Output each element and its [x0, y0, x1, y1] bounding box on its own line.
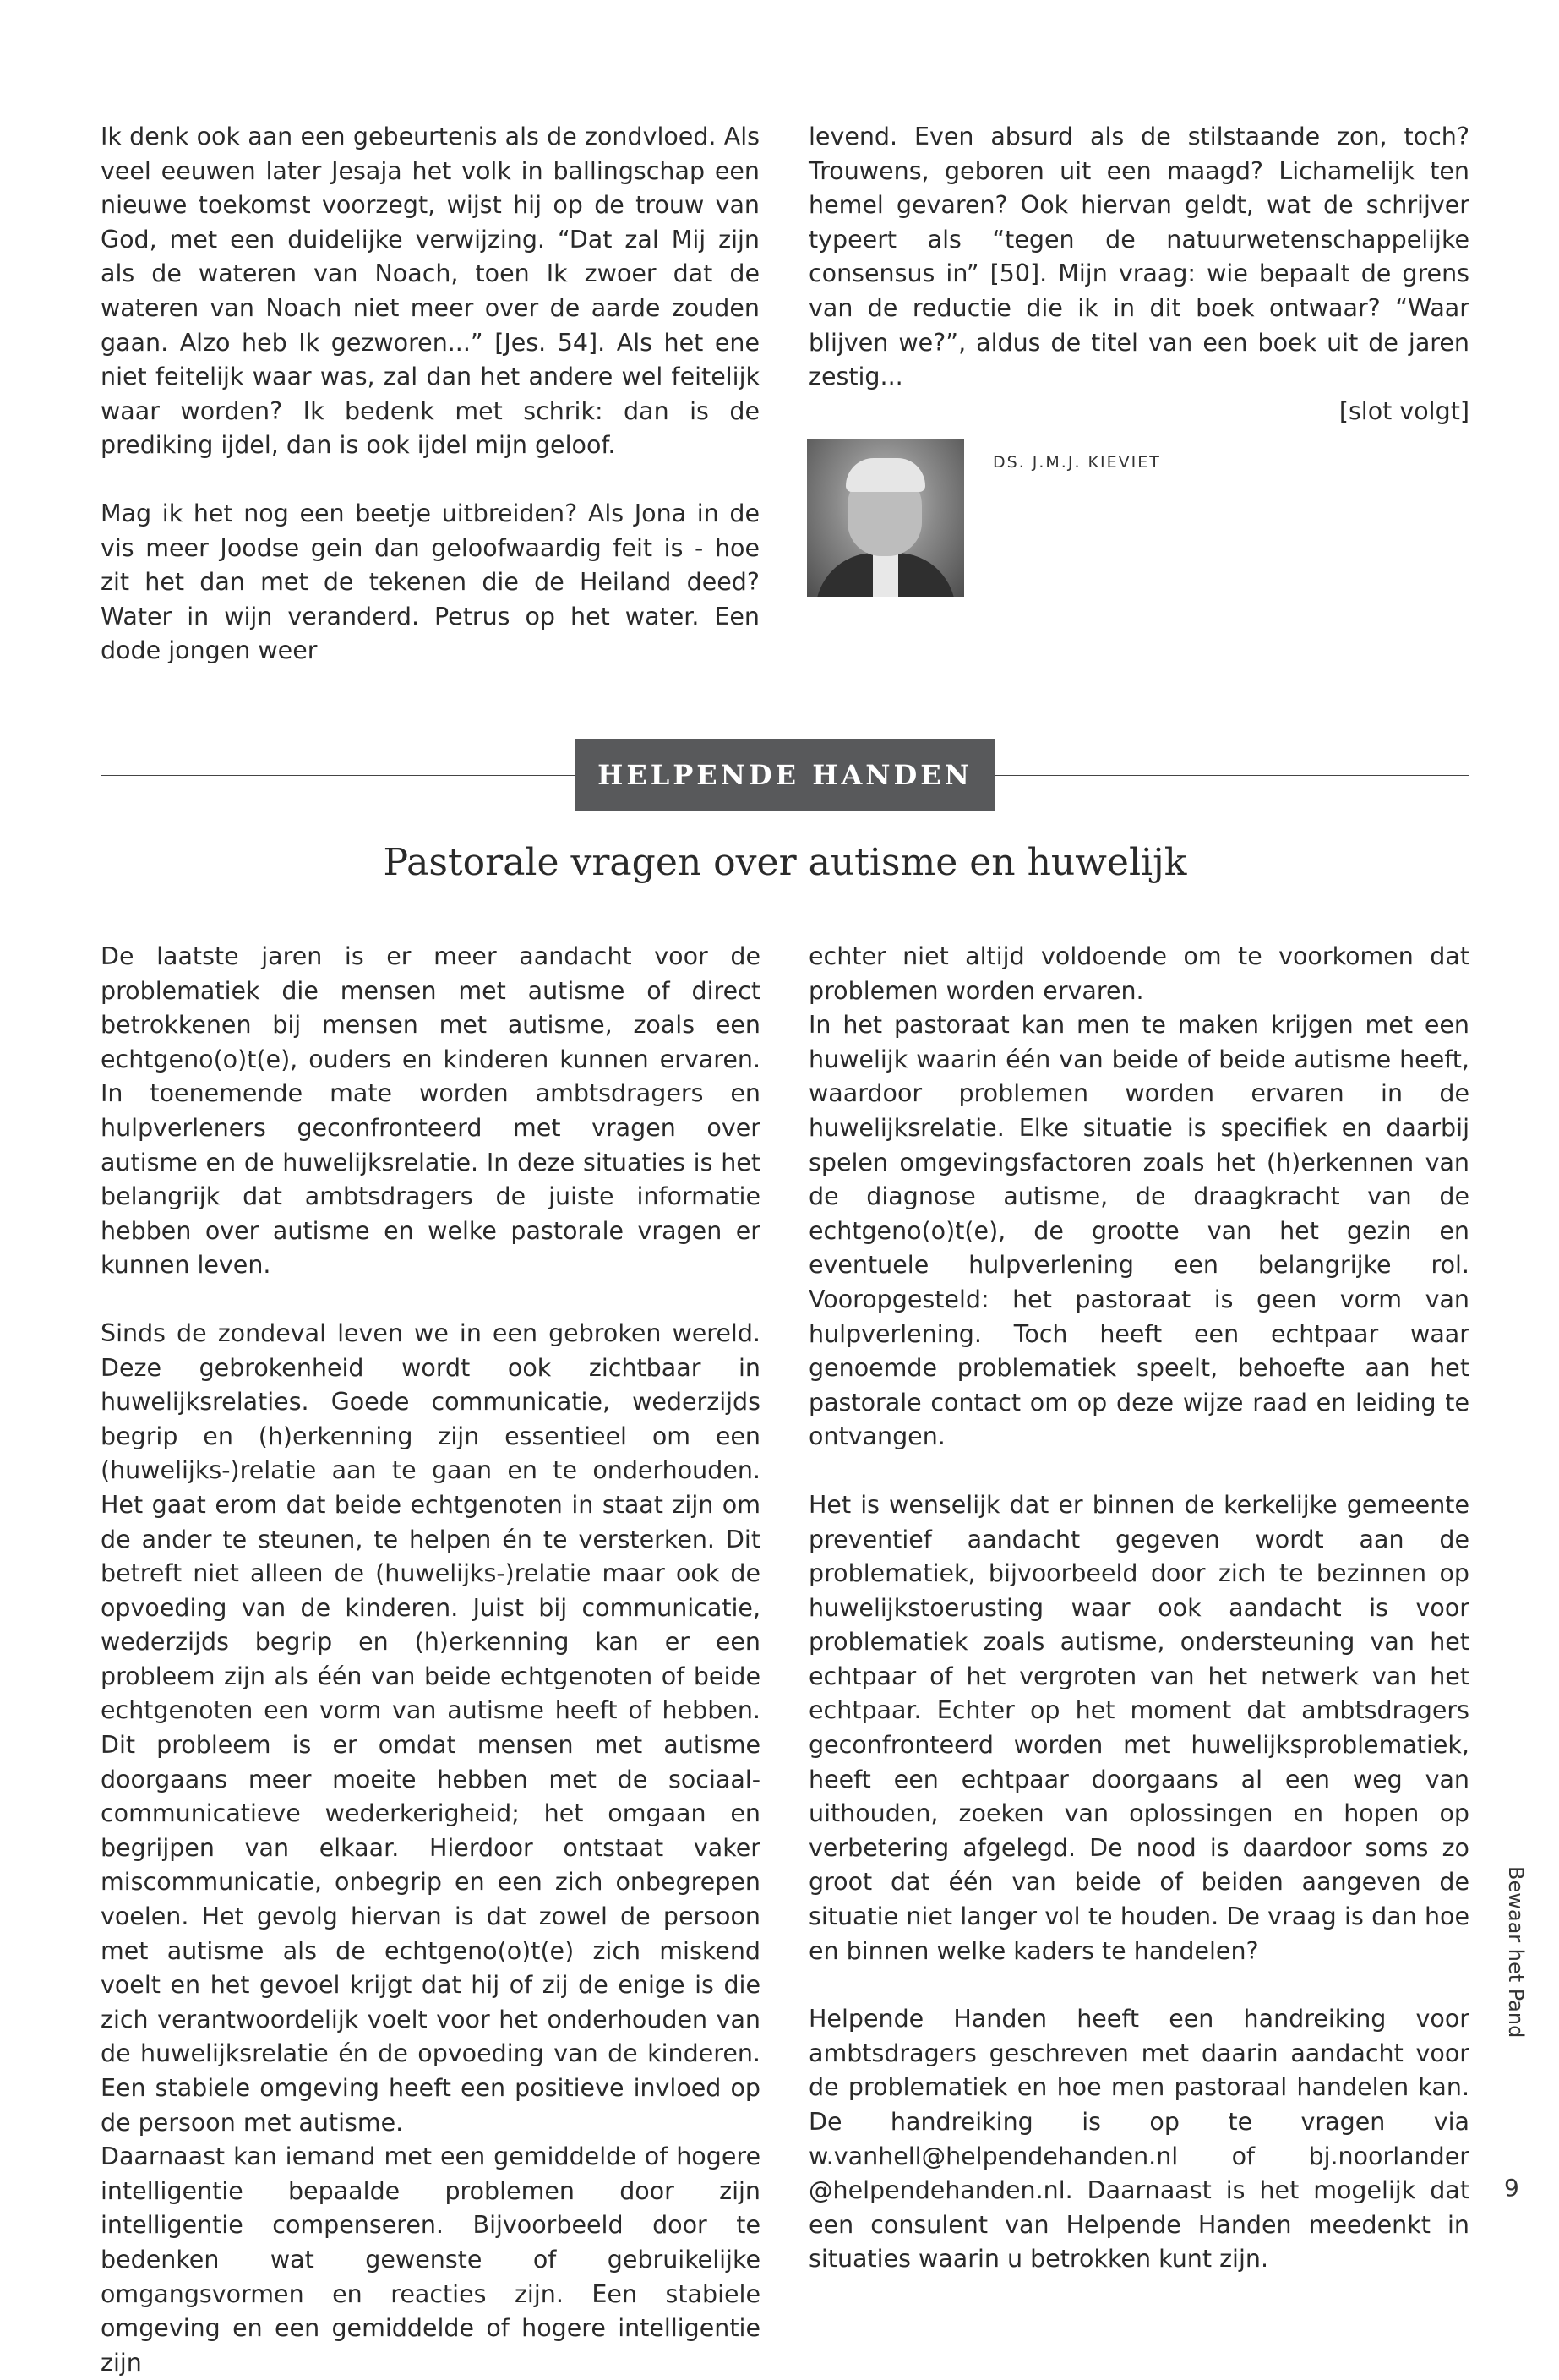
- paragraph: Daarnaast kan iemand met een gemiddelde of hogere intelligentie bepaalde problemen door zijn intelligentie compenseren. Bijvoorbeeld door te bedenken wat gewenste of gebruikelijke omgangsvormen en reacties zijn. Een stabiele omgeving en een gemiddelde of hogere intelligentie zijn: [101, 2143, 760, 2377]
- top-right-column: [809, 120, 1469, 429]
- author-name: DS. J.M.J. KIEVIET: [993, 453, 1161, 472]
- paragraph: In het pastoraat kan men te maken krijgen met een huwelijk waarin één van beide of beide autisme heeft, waardoor problemen worden ervaren in de huwelijksrelatie. Elke situatie is specifiek en daarbij spelen omgevingsfactoren zoals het (h)erkennen van de diagnose autisme, de draagkracht van de echtgeno(o)t(e), de grootte van het gezin en eventuele hulpverlening een belangrijke rol. Vooropgesteld: het pastoraat is geen vorm van hulpverlening. Toch heeft een echtpaar waar genoemde problematiek speelt, behoefte aan het pastorale contact om op deze wijze raad en leiding te ontvangen.: [809, 1011, 1469, 1451]
- paragraph: Mag ik het nog een beetje uitbreiden? Als Jona in de vis meer Joodse gein dan geloofwaardig feit is - hoe zit het dan met de tekenen die de Heiland deed? Water in wijn veranderd. Petrus op het water. Een dode jongen weer: [101, 499, 760, 665]
- bottom-left-column: [101, 940, 760, 2380]
- publication-name: Bewaar het Pand: [1504, 1866, 1528, 2039]
- paragraph: Sinds de zondeval leven we in een gebroken wereld. Deze gebrokenheid wordt ook zichtbaar in huwelijksrelaties. Goede communicatie, wederzijds begrip en (h)erkenning zijn essentieel om een (huwelijks-)relatie aan te gaan en te onderhouden. Het gaat erom dat beide echtgenoten in staat zijn om de ander te steunen, te helpen én te versterken. Dit betreft niet alleen de (huwelijks-)relatie maar ook de opvoeding van de kinderen. Juist bij communicatie, wederzijds begrip en (h)erkenning kan er een probleem zijn als één van beide echtgenoten of beide echtgenoten een vorm van autisme heeft of hebben. Dit probleem is er omdat mensen met autisme doorgaans meer moeite hebben met de sociaal-communicatieve wederkerigheid; het omgaan en begrijpen van elkaar. Hierdoor ontstaat vaker miscommunicatie, onbegrip en een zich onbegrepen voelen. Het gevolg hiervan is dat zowel de persoon met autisme als de echtgeno(o)t(e) zich miskend voelt en het gevoel krijgt dat hij of zij de enige is die zich verantwoordelijk voelt voor het onderhouden van de huwelijksrelatie én de opvoeding van de kinderen. Een stabiele omgeving heeft een positieve invloed op de persoon met autisme.: [101, 1318, 760, 2137]
- paragraph: Ik denk ook aan een gebeurtenis als de zondvloed. Als veel eeuwen later Jesaja het volk in ballingschap een nieuwe toekomst voorzegt, wijst hij op de trouw van God, met een duidelijke verwijzing. “Dat zal Mij zijn als de wateren van Noach, toen Ik zwoer dat de wateren van Noach niet meer over de aarde zouden gaan. Alzo heb Ik gezworen...” [Jes. 54]. Als het ene niet feitelijk waar was, zal dan het andere wel feitelijk waar worden? Ik bedenk met schrik: dan is de prediking ijdel, dan is ook ijdel mijn geloof.: [101, 123, 760, 460]
- paragraph: Het is wenselijk dat er binnen de kerkelijke gemeente preventief aandacht gegeven wordt aan de problematiek, bijvoorbeeld door zich te bezinnen op huwelijkstoerusting waar ook aandacht is voor problematiek zoals autisme, ondersteuning van het echtpaar of het vergroten van het netwerk van het echtpaar. Echter op het moment dat ambtsdragers geconfronteerd worden met huwelijksproblematiek, heeft een echtpaar doorgaans al een weg van uithouden, zoeken van oplossingen en hopen op verbetering afgelegd. De nood is daardoor soms zo groot dat één van beide of beiden aangeven de situatie niet langer vol te houden. De vraag is dan hoe en binnen welke kaders te handelen?: [809, 1490, 1469, 1965]
- paragraph: levend. Even absurd als de stilstaande zon, toch? Trouwens, geboren uit een maagd? Lichamelijk ten hemel gevaren? Ook hiervan geldt, wat de schrijver typeert als “tegen de natuurwetenschappelijke consensus in” [50]. Mijn vraag: wie bepaalt de grens van de reductie die ik in dit boek ontwaar? “Waar blijven we?”, aldus de titel van een boek uit de jaren zestig...: [809, 123, 1469, 391]
- page-number: 9: [1504, 2174, 1519, 2202]
- top-left-column: [101, 120, 760, 669]
- paragraph: echter niet altijd voldoende om te voorkomen dat problemen worden ervaren.: [809, 942, 1469, 1005]
- paragraph: Helpende Handen heeft een handreiking voor ambtsdragers geschreven met daarin aandacht voor de problematiek en hoe men pastoraal handelen kan. De handreiking is op te vragen via w.vanhell@helpendehanden.nl of bj.noorlander @helpendehanden.nl. Daarnaast is het mogelijk dat een consulent van Helpende Handen meedenkt in situaties waarin u betrokken kunt zijn.: [809, 2005, 1469, 2274]
- bottom-right-column: [809, 940, 1469, 2277]
- author-photo: [807, 439, 964, 597]
- section-divider-left: [101, 775, 575, 776]
- section-divider-right: [995, 775, 1469, 776]
- article-headline: Pastorale vragen over autisme en huwelijk: [383, 841, 1187, 884]
- section-banner: HELPENDE HANDEN: [575, 739, 995, 811]
- paragraph: De laatste jaren is er meer aandacht voor de problematiek die mensen met autisme of direct betrokkenen bij mensen met autisme, zoals een echtgeno(o)t(e), ouders en kinderen kunnen ervaren. In toenemende mate worden ambtsdragers en hulpverleners geconfronteerd met vragen over autisme en de huwelijksrelatie. In deze situaties is het belangrijk dat ambtsdragers de juiste informatie hebben over autisme en welke pastorale vragen er kunnen leven.: [101, 942, 760, 1280]
- continuation-note: [slot volgt]: [1338, 396, 1469, 425]
